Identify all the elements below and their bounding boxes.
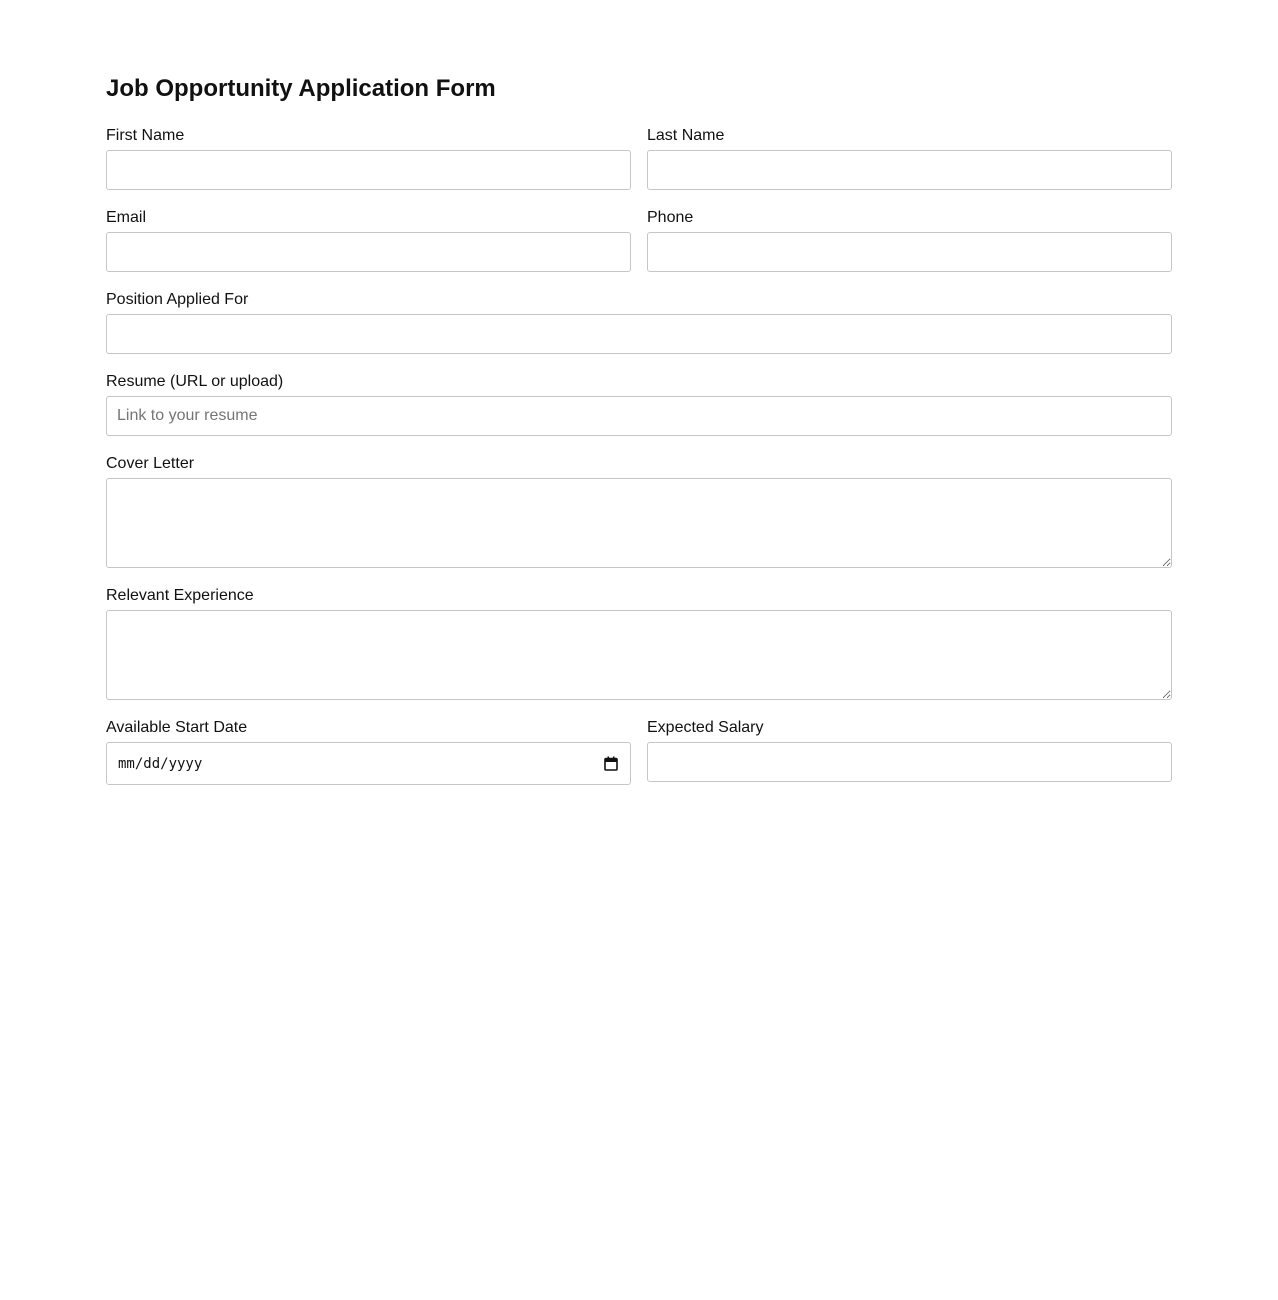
first-name-input[interactable] [106, 150, 631, 190]
cover-letter-label: Cover Letter [106, 455, 195, 472]
experience-label: Relevant Experience [106, 587, 254, 604]
page-title: Job Opportunity Application Form [106, 75, 496, 102]
position-input[interactable] [106, 314, 1172, 354]
start-date-placeholder: mm/dd/yyyy [118, 756, 203, 772]
cover-letter-textarea[interactable] [106, 478, 1172, 568]
first-name-label: First Name [106, 127, 185, 144]
phone-input[interactable] [647, 232, 1172, 272]
resume-input[interactable] [106, 396, 1172, 436]
resume-label: Resume (URL or upload) [106, 373, 284, 390]
salary-label: Expected Salary [647, 719, 764, 736]
experience-textarea[interactable] [106, 610, 1172, 700]
position-label: Position Applied For [106, 291, 249, 308]
start-date-label: Available Start Date [106, 719, 248, 736]
last-name-input[interactable] [647, 150, 1172, 190]
email-input[interactable] [106, 232, 631, 272]
email-label: Email [106, 209, 147, 226]
last-name-label: Last Name [647, 127, 725, 144]
phone-label: Phone [647, 209, 694, 226]
start-date-input[interactable] [106, 742, 631, 785]
calendar-icon[interactable] [604, 756, 618, 771]
salary-input[interactable] [647, 742, 1172, 782]
